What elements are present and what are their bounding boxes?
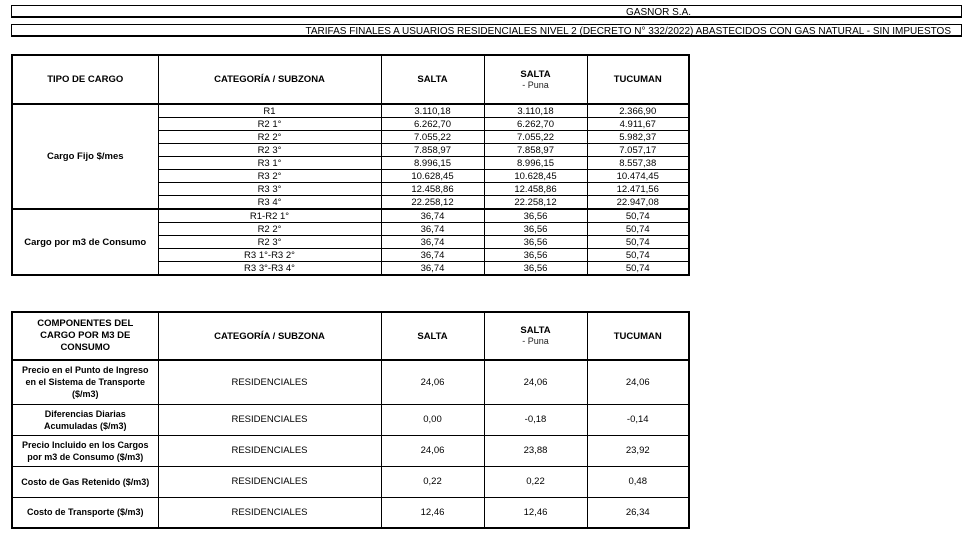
table-row: [12, 360, 689, 404]
salta-puna-value: 7.055,22: [484, 131, 587, 144]
company-header: [11, 5, 962, 18]
category-cell: RESIDENCIALES: [158, 466, 381, 497]
table-row: [12, 497, 689, 528]
category-cell: R2 3°: [158, 144, 381, 157]
col-tucuman-2: TUCUMAN: [587, 312, 689, 360]
col-puna-sub: - Puna: [522, 79, 549, 90]
tucuman-value: 22.947,08: [587, 196, 689, 210]
salta-puna-value: 10.628,45: [484, 170, 587, 183]
salta-value: 12,46: [381, 497, 484, 528]
components-table-body: [12, 360, 689, 528]
category-cell: R2 2°: [158, 223, 381, 236]
salta-value: 3.110,18: [381, 104, 484, 118]
tucuman-value: 50,74: [587, 236, 689, 249]
tucuman-value: 12.471,56: [587, 183, 689, 196]
category-cell: R3 1°-R3 2°: [158, 249, 381, 262]
category-cell: R1-R2 1°: [158, 209, 381, 223]
tucuman-value: 4.911,67: [587, 118, 689, 131]
col-componentes: COMPONENTES DEL CARGO POR M3 DE CONSUMO: [12, 312, 158, 360]
tariff-title-bar: [11, 24, 962, 37]
col-categoria: CATEGORÍA / SUBZONA: [158, 55, 381, 104]
salta-puna-value: 7.858,97: [484, 144, 587, 157]
salta-value: 7.858,97: [381, 144, 484, 157]
col-tucuman: TUCUMAN: [587, 55, 689, 104]
salta-puna-value: 12,46: [484, 497, 587, 528]
salta-value: 12.458,86: [381, 183, 484, 196]
category-cell: R3 3°-R3 4°: [158, 262, 381, 276]
col-salta-puna-2: [484, 312, 587, 360]
category-cell: R3 1°: [158, 157, 381, 170]
component-label: Costo de Gas Retenido ($/m3): [12, 466, 158, 497]
tucuman-value: 2.366,90: [587, 104, 689, 118]
category-cell: RESIDENCIALES: [158, 404, 381, 435]
salta-puna-value: 36,56: [484, 262, 587, 276]
salta-puna-value: 24,06: [484, 360, 587, 404]
component-label: Precio Incluido en los Cargos por m3 de Consumo ($/m3): [12, 435, 158, 466]
category-cell: R3 2°: [158, 170, 381, 183]
table-row: [12, 466, 689, 497]
table-row: [12, 104, 689, 118]
salta-value: 6.262,70: [381, 118, 484, 131]
tucuman-value: 50,74: [587, 249, 689, 262]
col-salta: SALTA: [381, 55, 484, 104]
salta-value: 0,00: [381, 404, 484, 435]
component-label: Precio en el Punto de Ingreso en el Sistema de Transporte ($/m3): [12, 360, 158, 404]
tucuman-value: 10.474,45: [587, 170, 689, 183]
table-row: [12, 209, 689, 223]
salta-value: 8.996,15: [381, 157, 484, 170]
components-table: [11, 311, 690, 529]
table-row: [12, 404, 689, 435]
col-tipo-cargo: TIPO DE CARGO: [12, 55, 158, 104]
category-cell: R1: [158, 104, 381, 118]
salta-value: 24,06: [381, 435, 484, 466]
tucuman-value: 5.982,37: [587, 131, 689, 144]
tucuman-value: 23,92: [587, 435, 689, 466]
salta-puna-value: 0,22: [484, 466, 587, 497]
category-cell: RESIDENCIALES: [158, 435, 381, 466]
tucuman-value: 0,48: [587, 466, 689, 497]
salta-puna-value: 22.258,12: [484, 196, 587, 210]
col-puna-sub-2: - Puna: [522, 336, 549, 346]
salta-value: 36,74: [381, 249, 484, 262]
table-row: [12, 435, 689, 466]
tucuman-value: 7.057,17: [587, 144, 689, 157]
category-cell: RESIDENCIALES: [158, 497, 381, 528]
salta-puna-value: 36,56: [484, 249, 587, 262]
col-salta-2: SALTA: [381, 312, 484, 360]
tucuman-value: 24,06: [587, 360, 689, 404]
tucuman-value: 8.557,38: [587, 157, 689, 170]
salta-value: 0,22: [381, 466, 484, 497]
salta-value: 10.628,45: [381, 170, 484, 183]
tucuman-value: 26,34: [587, 497, 689, 528]
salta-puna-value: 3.110,18: [484, 104, 587, 118]
tucuman-value: 50,74: [587, 209, 689, 223]
salta-puna-value: -0,18: [484, 404, 587, 435]
salta-value: 36,74: [381, 236, 484, 249]
tariff-title: TARIFAS FINALES A USUARIOS RESIDENCIALES NIVEL 2 (DECRETO N° 332/2022) ABASTECIDOS CON GAS NATURAL - SIN IMPUESTOS: [305, 26, 951, 37]
salta-puna-value: 36,56: [484, 236, 587, 249]
salta-value: 7.055,22: [381, 131, 484, 144]
salta-puna-value: 36,56: [484, 223, 587, 236]
col-salta-puna: [484, 55, 587, 104]
salta-value: 36,74: [381, 209, 484, 223]
component-label: Costo de Transporte ($/m3): [12, 497, 158, 528]
col-salta-puna-label-2: SALTA: [520, 325, 551, 336]
salta-puna-value: 6.262,70: [484, 118, 587, 131]
category-cell: R2 2°: [158, 131, 381, 144]
tucuman-value: 50,74: [587, 223, 689, 236]
tariff-table: [11, 54, 690, 276]
category-cell: R3 3°: [158, 183, 381, 196]
salta-value: 22.258,12: [381, 196, 484, 210]
category-cell: RESIDENCIALES: [158, 360, 381, 404]
category-cell: R3 4°: [158, 196, 381, 210]
salta-value: 24,06: [381, 360, 484, 404]
tucuman-value: 50,74: [587, 262, 689, 276]
category-cell: R2 1°: [158, 118, 381, 131]
component-label: Diferencias Diarias Acumuladas ($/m3): [12, 404, 158, 435]
salta-puna-value: 36,56: [484, 209, 587, 223]
salta-puna-value: 8.996,15: [484, 157, 587, 170]
company-name: GASNOR S.A.: [626, 7, 692, 18]
tucuman-value: -0,14: [587, 404, 689, 435]
category-cell: R2 3°: [158, 236, 381, 249]
col-categoria-2: CATEGORÍA / SUBZONA: [158, 312, 381, 360]
group-cargo-m3: Cargo por m3 de Consumo: [12, 209, 158, 275]
salta-puna-value: 23,88: [484, 435, 587, 466]
salta-value: 36,74: [381, 262, 484, 276]
tariff-table-body: [12, 104, 689, 275]
salta-value: 36,74: [381, 223, 484, 236]
salta-puna-value: 12.458,86: [484, 183, 587, 196]
col-salta-puna-label: SALTA: [520, 68, 551, 80]
group-cargo-fijo: Cargo Fijo $/mes: [12, 104, 158, 209]
